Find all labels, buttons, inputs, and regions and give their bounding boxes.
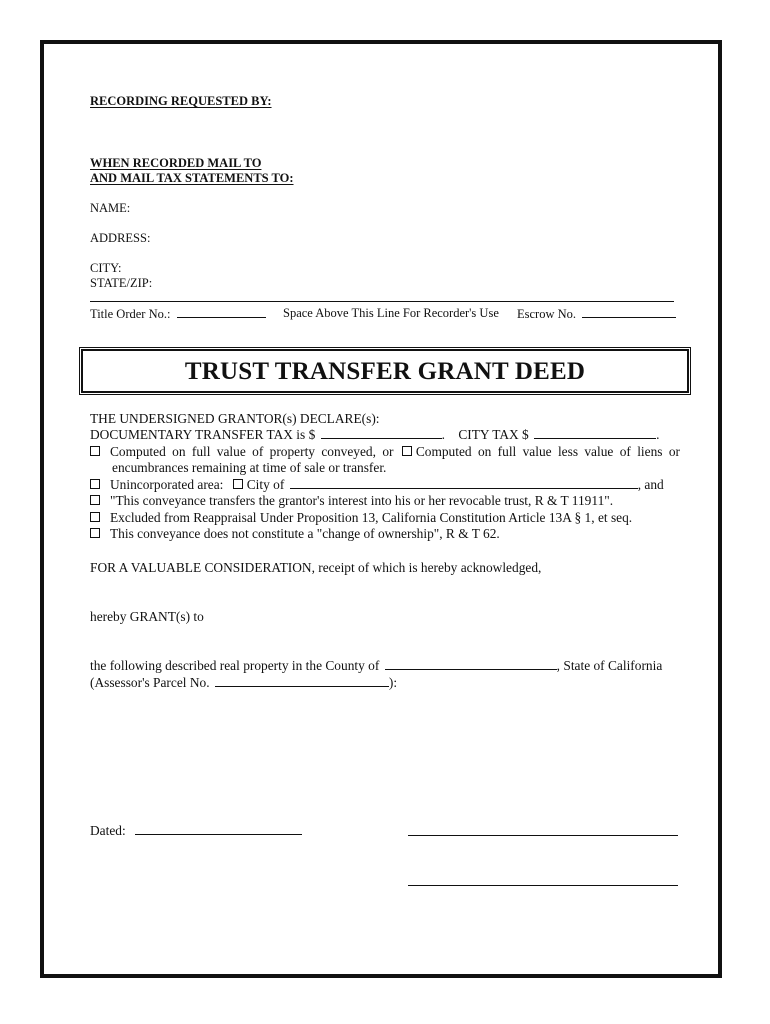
transfer-tax-row [90,427,659,443]
option-no-change-row [90,526,500,542]
county-field[interactable] [385,658,557,670]
dated-field[interactable] [135,823,302,835]
city-tax-period: . [656,427,660,442]
consideration-text: FOR A VALUABLE CONSIDERATION, receipt of which is hereby acknowledged, [90,560,542,575]
doc-tax-label: DOCUMENTARY TRANSFER TAX is $ [90,427,316,442]
no-change-checkbox[interactable] [90,528,100,538]
name-label: NAME: [90,201,131,215]
city-tax-label: CITY TAX $ [458,427,529,442]
apn-field[interactable] [215,675,389,687]
option-unincorporated-row [90,477,664,493]
state-zip-label: STATE/ZIP: [90,276,153,290]
title-box [81,349,689,393]
city-of-label: City of [246,477,285,492]
apn-suffix: ): [388,675,398,690]
county-prefix: the following described real property in the County of [90,658,380,673]
city-of-checkbox[interactable] [233,479,243,489]
mail-to-heading-line1: WHEN RECORDED MAIL TO [90,156,262,170]
mail-to-heading-line2: AND MAIL TAX STATEMENTS TO: [90,171,294,185]
city-tax-field[interactable] [534,427,656,439]
apn-prefix: (Assessor's Parcel No. [90,675,210,690]
escrow-field[interactable] [582,306,676,318]
declaration-heading: THE UNDERSIGNED GRANTOR(s) DECLARE(s): [90,411,380,426]
computed-full-text: Computed on full value of property conveyed, or [110,444,394,459]
city-of-field[interactable] [290,477,638,489]
computed-less-checkbox[interactable] [402,446,412,456]
option-computed-row [90,444,680,460]
excluded-checkbox[interactable] [90,512,100,522]
title-order-label: Title Order No.: [90,307,171,321]
escrow-row [517,306,676,321]
no-change-text: This conveyance does not constitute a "change of ownership", R & T 62. [110,526,500,541]
unincorporated-checkbox[interactable] [90,479,100,489]
option-revocable-trust-row [90,493,613,509]
option-excluded-row [90,510,632,526]
computed-less-continuation: encumbrances remaining at time of sale or transfer. [112,460,387,475]
apn-row [90,675,397,691]
dated-row [90,823,302,839]
space-above-note: Space Above This Line For Recorder's Use [283,306,499,320]
computed-less-text: Computed on full value less value of liens or [415,444,680,459]
title-order-field[interactable] [177,306,266,318]
state-suffix: , State of California [556,658,663,673]
excluded-text: Excluded from Reappraisal Under Proposition 13, California Constitution Article 13A § 1, et seq. [110,510,633,525]
recorder-divider [90,301,674,302]
unincorporated-text: Unincorporated area: [110,477,224,492]
address-label: ADDRESS: [90,231,151,245]
document-title: TRUST TRANSFER GRANT DEED [184,358,586,385]
signature-line-2[interactable] [408,885,678,886]
grant-text: hereby GRANT(s) to [90,609,204,624]
revocable-trust-text: "This conveyance transfers the grantor's interest into his or her revocable trust, R & T 11911". [110,493,614,508]
city-label: CITY: [90,261,122,275]
title-order-row [90,306,266,321]
computed-full-checkbox[interactable] [90,446,100,456]
revocable-trust-checkbox[interactable] [90,495,100,505]
county-row [90,658,662,674]
recording-requested-by-heading: RECORDING REQUESTED BY: [90,94,272,108]
escrow-label: Escrow No. [517,307,577,321]
doc-tax-period: . [441,427,445,442]
city-of-and: , and [637,477,664,492]
signature-line-1[interactable] [408,835,678,836]
dated-label: Dated: [90,823,126,838]
doc-tax-field[interactable] [321,427,442,439]
